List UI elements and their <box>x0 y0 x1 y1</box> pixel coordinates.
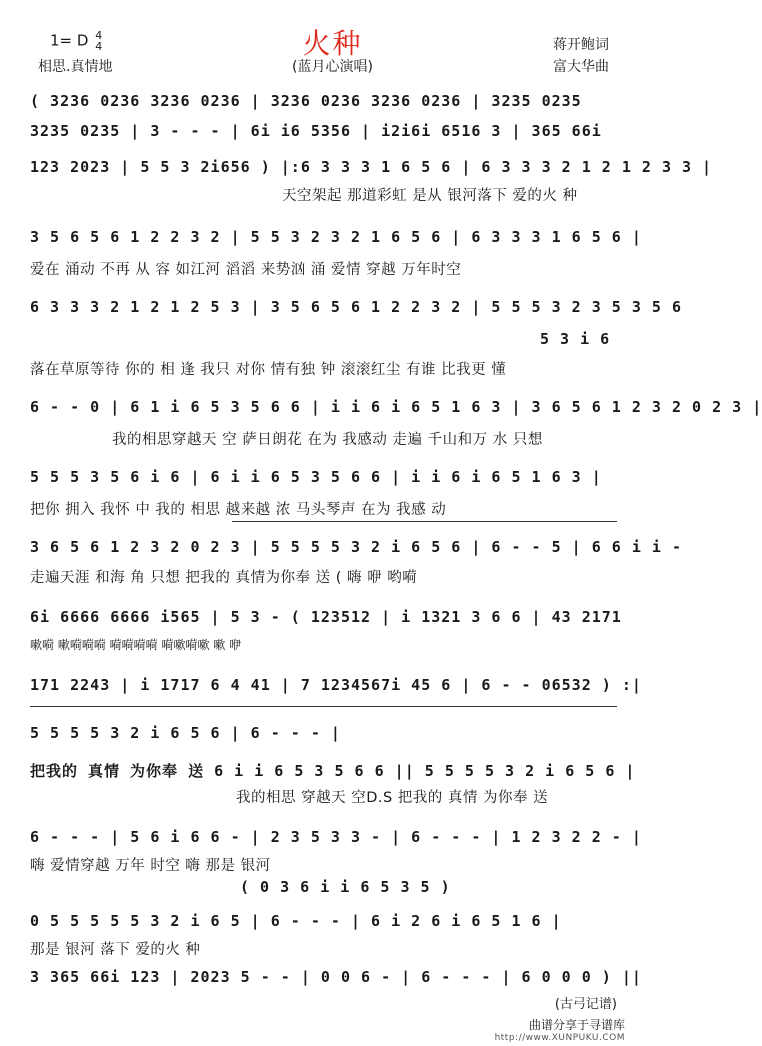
volta-bracket <box>232 521 617 522</box>
lyric-line: 那是 银河 落下 爱的火 种 <box>30 942 201 958</box>
lyric-line: 落在草原等待 你的 相 逢 我只 对你 情有独 钟 滚滚红尘 有谁 比我更 懂 <box>30 362 507 378</box>
notation-line: ( 0 3 6 i i 6 5 3 5 ) <box>240 878 451 896</box>
lyric-line: 嗨 爱情穿越 万年 时空 嗨 那是 银河 <box>30 858 271 874</box>
time-signature <box>95 30 102 52</box>
lyric-line: 把你 拥入 我怀 中 我的 相思 越来越 浓 马头琴声 在为 我感 动 <box>30 502 447 518</box>
time-bottom: 4 <box>95 40 103 53</box>
lyric-line: 嗽嗬 嗽嗬嗬嗬 嗬嗬嗬嗬 嗬嗽嗬嗽 嗽 咿 <box>30 638 242 652</box>
share-note: 曲谱分享于寻谱库 <box>528 1018 625 1032</box>
notation-line: 6 - - - | 5 6 i 6 6 - | 2 3 5 3 3 - | 6 - - - | 1 2 3 2 2 - | <box>30 828 642 846</box>
notation-line: 5 5 5 5 3 2 i 6 5 6 | 6 - - - | <box>30 724 341 742</box>
notation-line: 0 5 5 5 5 5 3 2 i 6 5 | 6 - - - | 6 i 2 6 i 6 5 1 6 | <box>30 912 562 930</box>
performance-style: 相思.真情地 <box>38 59 113 75</box>
composer: 富大华曲 <box>553 59 609 75</box>
lyric-line: 走遍天涯 和海 角 只想 把我的 真情为你奉 送 ( 嗨 咿 哟嗬 <box>30 570 418 586</box>
notation-line: 5 5 5 3 5 6 i 6 | 6 i i 6 5 3 5 6 6 | i i 6 i 6 5 1 6 3 | <box>30 468 602 486</box>
lyric-line: 我的相思 穿越天 空D.S 把我的 真情 为你奉 送 <box>236 790 549 806</box>
notation-line: 3 6 5 6 1 2 3 2 0 2 3 | 5 5 5 5 3 2 i 6 5 6 | 6 - - 5 | 6 6 i i - <box>30 538 682 556</box>
lyric-line: 我的相思穿越天 空 萨日朗花 在为 我感动 走遍 千山和万 水 只想 <box>112 432 543 448</box>
source-url: http://www.XUNPUKU.COM <box>494 1033 625 1043</box>
transcriber-credit: (古弓记谱) <box>554 997 617 1012</box>
lyricist: 蒋开鲍词 <box>553 37 609 53</box>
lyric-line: 爱在 涌动 不再 从 容 如江河 滔滔 来势汹 涌 爱情 穿越 万年时空 <box>30 262 462 278</box>
notation-line: 6 - - 0 | 6 1 i 6 5 3 5 6 6 | i i 6 i 6 5 1 6 3 | 3 6 5 6 1 2 3 2 0 2 3 | <box>30 398 762 416</box>
notation-line: 6i 6666 6666 i565 | 5 3 - ( 123512 | i 1321 3 6 6 | 43 2171 <box>30 608 622 626</box>
notation-line: 3 365 66i 123 | 2023 5 - - | 0 0 6 - | 6 - - - | 6 0 0 0 ) || <box>30 968 642 986</box>
song-title: 火种 <box>302 27 363 60</box>
lyric-line: 天空架起 那道彩虹 是从 银河落下 爱的火 种 <box>282 188 578 204</box>
notation-line: 171 2243 | i 1717 6 4 41 | 7 1234567i 45 6 | 6 - - 06532 ) :| <box>30 676 642 694</box>
notation-line: 把我的 真情 为你奉 送 6 i i 6 5 3 5 6 6 || 5 5 5 5 3 2 i 6 5 6 | <box>30 762 636 780</box>
key-signature <box>50 30 102 52</box>
notation-line: ( 3236 0236 3236 0236 | 3236 0236 3236 0236 | 3235 0235 <box>30 92 582 110</box>
singer: (蓝月心演唱) <box>292 59 373 75</box>
notation-line: 123 2023 | 5 5 3 2i656 ) |:6 3 3 3 1 6 5 6 | 6 3 3 3 2 1 2 1 2 3 3 | <box>30 158 713 176</box>
notation-line: 3235 0235 | 3 - - - | 6i i6 5356 | i2i6i 6516 3 | 365 66i <box>30 122 602 140</box>
time-top: 4 <box>95 29 103 42</box>
volta-bracket <box>30 706 617 707</box>
notation-line: 5 3 i 6 <box>540 330 611 348</box>
key-label: 1= D <box>50 31 89 50</box>
notation-line: 6 3 3 3 2 1 2 1 2 5 3 | 3 5 6 5 6 1 2 2 3 2 | 5 5 5 3 2 3 5 3 5 6 <box>30 298 682 316</box>
notation-line: 3 5 6 5 6 1 2 2 3 2 | 5 5 3 2 3 2 1 6 5 6 | 6 3 3 3 1 6 5 6 | <box>30 228 642 246</box>
